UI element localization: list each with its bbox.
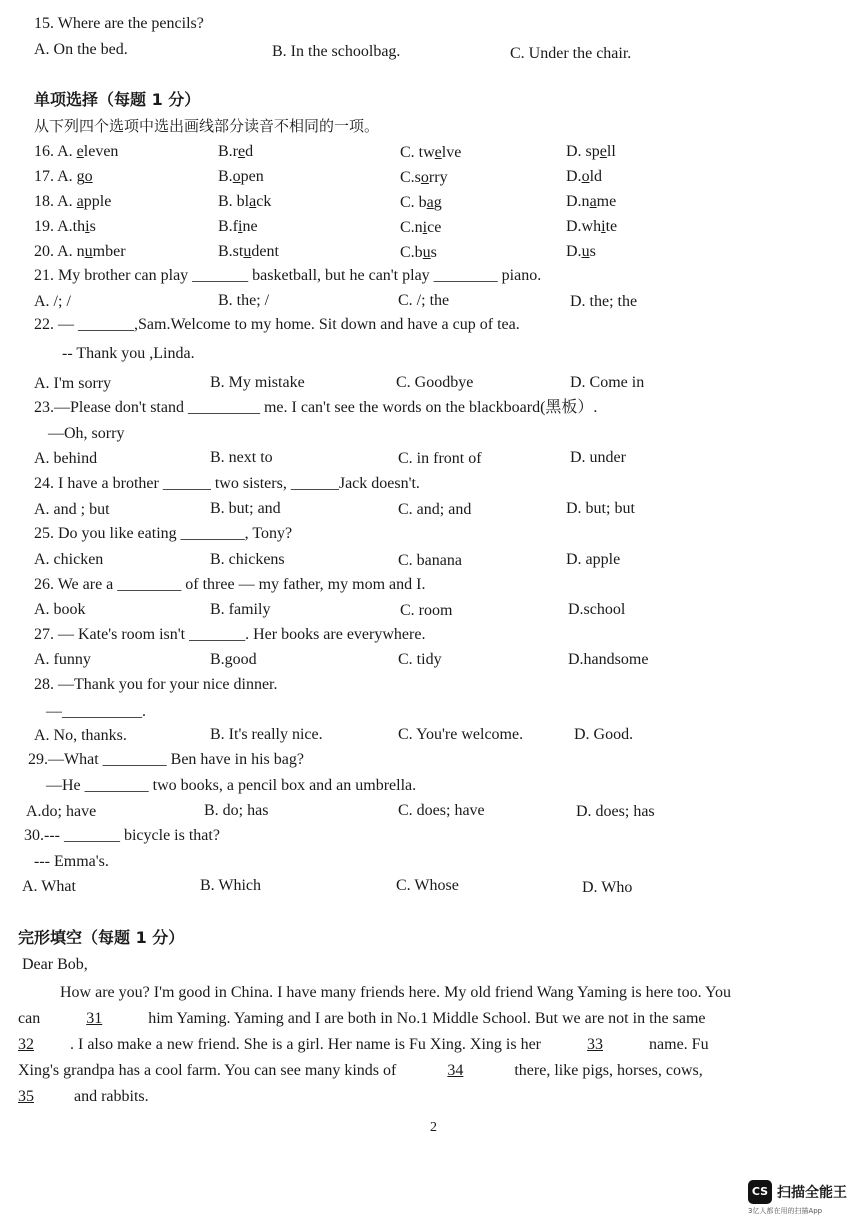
page-number: 2: [430, 1120, 437, 1135]
q22-option-d: D. Come in: [570, 374, 645, 391]
section-instruction: 从下列四个选项中选出画线部分读音不相同的一项。: [34, 117, 380, 135]
underlined-letter: e: [238, 143, 246, 160]
q29-option-c: C. does; have: [398, 802, 485, 819]
q26-option-d: D.school: [568, 601, 626, 618]
underlined-letter: o: [581, 168, 590, 185]
q24-option-b: B. but; and: [210, 500, 281, 517]
underlined-letter: i: [422, 219, 428, 236]
underlined-letter: a: [426, 194, 434, 211]
phonics-q18-option-d: D.name: [566, 193, 617, 210]
phonics-q20-option-a: 20. A. number: [34, 243, 126, 260]
phonics-q17-option-b: B.open: [218, 168, 264, 185]
q23-response: —Oh, sorry: [48, 425, 125, 442]
q15-stem: 15. Where are the pencils?: [34, 15, 204, 32]
underlined-letter: i: [238, 218, 243, 235]
q22-option-a: A. I'm sorry: [34, 375, 112, 392]
q29-stem: 29.—What ________ Ben have in his bag?: [28, 751, 304, 768]
q24-option-c: C. and; and: [398, 501, 472, 518]
blank-31: 31: [86, 1010, 103, 1027]
q23-stem: 23.—Please don't stand _________ me. I can't see the words on the blackboard(黑板）.: [34, 399, 598, 416]
q29-response: —He ________ two books, a pencil box and an umbrella.: [46, 777, 417, 794]
blank-32: 32: [18, 1036, 34, 1053]
blank-33: 33: [587, 1036, 604, 1053]
section-heading-cloze: 完形填空（每题 1 分）: [18, 928, 185, 947]
q29-option-a: A.do; have: [26, 803, 97, 820]
phonics-q18-option-b: B. black: [218, 193, 272, 210]
camscanner-logo-icon: CS: [748, 1180, 772, 1204]
q15-option-b: B. In the schoolbag.: [272, 43, 401, 60]
underlined-letter: u: [84, 243, 93, 260]
q26-option-b: B. family: [210, 601, 271, 618]
q25-option-b: B. chickens: [210, 551, 285, 568]
q28-option-a: A. No, thanks.: [34, 727, 127, 744]
phonics-q19-option-c: C.nice: [400, 219, 442, 236]
q27-option-c: C. tidy: [398, 651, 442, 668]
q28-option-c: C. You're welcome.: [398, 726, 524, 743]
q28-option-d: D. Good.: [574, 726, 634, 743]
watermark-name: 扫描全能王: [777, 1185, 847, 1201]
letter-line-3a: . I also make a new friend. She is a girl. Her name is Fu Xing. Xing is her: [70, 1036, 546, 1053]
phonics-q16-option-b: B.red: [218, 143, 254, 160]
underlined-letter: o: [232, 168, 241, 185]
q28-stem: 28. —Thank you for your nice dinner.: [34, 676, 278, 693]
q21-option-d: D. the; the: [570, 293, 638, 310]
underlined-letter: a: [76, 193, 84, 210]
q30-response: --- Emma's.: [34, 853, 109, 870]
underlined-letter: e: [434, 144, 442, 161]
underlined-letter: o: [84, 168, 93, 185]
underlined-letter: u: [243, 243, 252, 260]
underlined-letter: a: [249, 193, 257, 210]
q21-option-c: C. /; the: [398, 292, 450, 309]
scanner-watermark: [748, 1180, 858, 1220]
phonics-q19-option-b: B.fine: [218, 218, 258, 235]
q24-option-d: D. but; but: [566, 500, 635, 517]
phonics-q20-option-d: D.us: [566, 243, 596, 260]
underlined-letter: e: [599, 143, 607, 160]
underlined-letter: e: [76, 143, 84, 160]
q21-stem: 21. My brother can play _______ basketball, but he can't play ________ piano.: [34, 267, 542, 284]
phonics-q16-option-d: D. spell: [566, 143, 616, 160]
letter-body: [18, 980, 824, 1110]
underlined-letter: i: [601, 218, 606, 235]
underlined-letter: i: [85, 218, 90, 235]
q27-option-b: B.good: [210, 651, 257, 668]
section-heading-single-choice: 单项选择（每题 1 分）: [34, 90, 201, 109]
q30-option-b: B. Which: [200, 877, 262, 894]
q15-option-a: A. On the bed.: [34, 41, 128, 58]
q26-stem: 26. We are a ________ of three — my father, my mom and I.: [34, 576, 426, 593]
q22-stem: 22. — _______,Sam.Welcome to my home. Sit down and have a cup of tea.: [34, 316, 520, 333]
q25-option-d: D. apple: [566, 551, 621, 568]
phonics-q16-option-c: C. twelve: [400, 144, 462, 161]
q27-option-a: A. funny: [34, 651, 91, 668]
phonics-q17-option-c: C.sorry: [400, 169, 448, 186]
q24-stem: 24. I have a brother ______ two sisters, ______Jack doesn't.: [34, 475, 420, 492]
blank-35: 35: [18, 1088, 34, 1105]
q25-option-c: C. banana: [398, 552, 462, 569]
underlined-letter: o: [420, 169, 429, 186]
phonics-q19-option-d: D.white: [566, 218, 618, 235]
q23-option-b: B. next to: [210, 449, 273, 466]
letter-greeting: Dear Bob,: [22, 956, 88, 973]
phonics-q18-option-a: 18. A. apple: [34, 193, 112, 210]
letter-line-5: and rabbits.: [70, 1088, 149, 1105]
q27-option-d: D.handsome: [568, 651, 649, 668]
q25-option-a: A. chicken: [34, 551, 104, 568]
letter-line-1: How are you? I'm good in China. I have many friends here. My old friend Wang Yaming is here too. You: [60, 984, 731, 1001]
underlined-letter: u: [422, 244, 431, 261]
q30-option-d: D. Who: [582, 879, 633, 896]
q25-stem: 25. Do you like eating ________, Tony?: [34, 525, 293, 542]
q30-stem: 30.--- _______ bicycle is that?: [24, 827, 220, 844]
letter-line-4a: Xing's grandpa has a cool farm. You can see many kinds of: [18, 1062, 401, 1079]
letter-line-2b: him Yaming. Yaming and I are both in No.1 Middle School. But we are not in the same: [144, 1010, 706, 1027]
q23-option-a: A. behind: [34, 450, 98, 467]
q21-option-b: B. the; /: [218, 292, 270, 309]
phonics-q19-option-a: 19. A.this: [34, 218, 96, 235]
q15-option-c: C. Under the chair.: [510, 45, 632, 62]
q22-option-c: C. Goodbye: [396, 374, 474, 391]
letter-line-2a: can: [18, 1010, 45, 1027]
underlined-letter: u: [581, 243, 590, 260]
phonics-q16-option-a: 16. A. eleven: [34, 143, 119, 160]
q23-option-d: D. under: [570, 449, 626, 466]
letter-line-4b: there, like pigs, horses, cows,: [510, 1062, 703, 1079]
q27-stem: 27. — Kate's room isn't _______. Her books are everywhere.: [34, 626, 426, 643]
phonics-q17-option-d: D.old: [566, 168, 603, 185]
watermark-subtitle: 3亿人都在用的扫描App: [748, 1207, 823, 1215]
q26-option-c: C. room: [400, 602, 453, 619]
underlined-letter: a: [589, 193, 597, 210]
q24-option-a: A. and ; but: [34, 501, 110, 518]
phonics-q18-option-c: C. bag: [400, 194, 442, 211]
q22-option-b: B. My mistake: [210, 374, 305, 391]
phonics-q20-option-b: B.student: [218, 243, 279, 260]
q30-option-a: A. What: [22, 878, 76, 895]
phonics-q17-option-a: 17. A. go: [34, 168, 93, 185]
letter-line-3b: name. Fu: [645, 1036, 709, 1053]
q28-response: —__________.: [46, 703, 146, 720]
q22-response: -- Thank you ,Linda.: [62, 345, 195, 362]
q21-option-a: A. /; /: [34, 293, 71, 310]
q30-option-c: C. Whose: [396, 877, 459, 894]
q29-option-d: D. does; has: [576, 803, 655, 820]
q28-option-b: B. It's really nice.: [210, 726, 323, 743]
q29-option-b: B. do; has: [204, 802, 269, 819]
q23-option-c: C. in front of: [398, 450, 482, 467]
phonics-q20-option-c: C.bus: [400, 244, 437, 261]
blank-34: 34: [447, 1062, 464, 1079]
q26-option-a: A. book: [34, 601, 86, 618]
